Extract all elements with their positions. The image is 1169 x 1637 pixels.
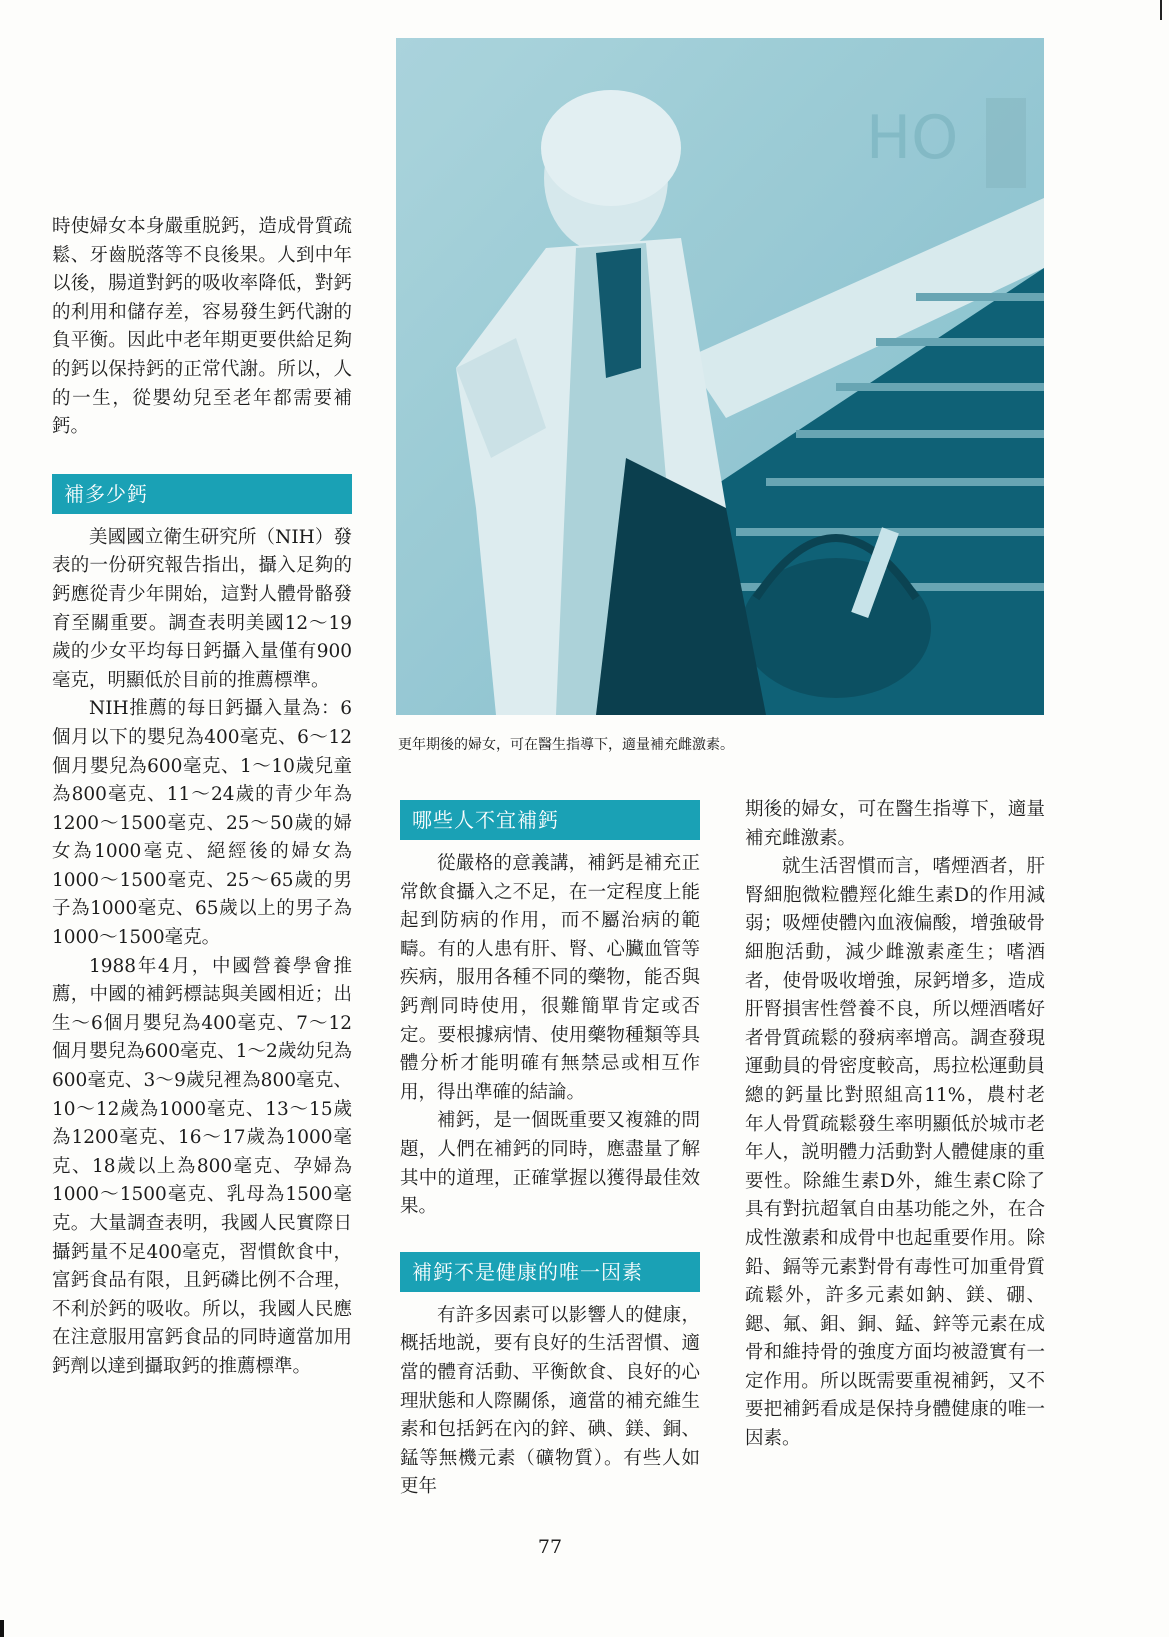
middle-column: [400, 800, 700, 1502]
photo-caption: 更年期後的婦女，可在醫生指導下，適量補充雌激素。: [398, 737, 734, 753]
scan-edge-mark: [0, 1620, 4, 1637]
section-heading-not-only-factor: 補鈣不是健康的唯一因素: [400, 1252, 700, 1292]
scan-edge-mark-top: [1160, 0, 1162, 20]
svg-text:HO: HO: [866, 103, 959, 173]
section-heading-how-much-calcium: 補多少鈣: [52, 474, 352, 514]
right-column: [745, 796, 1045, 1454]
mid-paragraph-complex-issue: 補鈣，是一個既重要又複雜的問題，人們在補鈣的同時，應盡量了解其中的道理，正確掌握以獲得最佳效果。: [400, 1110, 700, 1218]
left-paragraph-china-standard: 1988年4月，中國營養學會推薦，中國的補鈣標誌與美國相近；出生～6個月嬰兒為400毫克、7～12個月嬰兒為600毫克、1～2歲幼兒為600毫克、3～9歲兒裡為800毫克、10～12歲為1000毫克、13～15歲為1200毫克、16～17歲為1000毫克、18歲以上為800毫克、孕婦為1000～1500毫克、乳母為1500毫克。大量調查表明，我國人民實際日攝鈣量不足400毫克，習慣飲食中，富鈣食品有限，且鈣磷比例不合理，不利於鈣的吸收。所以，我國人民應在注意服用富鈣食品的同時適當加用鈣劑以達到攝取鈣的推薦標準。: [52, 955, 352, 1377]
photo-woman-on-stairs: [396, 38, 1044, 715]
page-number: 77: [537, 1536, 563, 1558]
mid-paragraph-many-factors: 有許多因素可以影響人的健康，概括地説，要有良好的生活習慣、適當的體育活動、平衡飲食、良好的心理狀態和人際關係，適當的補充維生素和包括鈣在內的鋅、碘、鎂、銅、錳等無機元素（礦物質）。有些人如更年: [400, 1304, 700, 1498]
left-column: [52, 213, 352, 1382]
left-paragraph-nih-report: 美國國立衛生研究所（NIH）發表的一份研究報告指出，攝入足夠的鈣應從青少年開始，這對人體骨骼發育至關重要。調查表明美國12～19歲的少女平均每日鈣攝入量僅有900毫克，明顯低於目前的推薦標準。: [52, 526, 352, 691]
right-paragraph-continuation: 期後的婦女，可在醫生指導下，適量補充雌激素。: [745, 799, 1045, 849]
left-paragraph-nih-recommendation: NIH推薦的每日鈣攝入量為：6個月以下的嬰兒為400毫克、6～12個月嬰兒為600毫克、1～10歲兒童為800毫克、11～24歲的青少年為1200～1500毫克、25～50歲的婦女為1000毫克、絕經後的婦女為1000～1500毫克、25～65歲的男子為1000毫克、65歲以上的男子為1000～1500毫克。: [52, 698, 352, 949]
section-heading-who-should-not: 哪些人不宜補鈣: [400, 800, 700, 840]
left-intro-paragraph: 時使婦女本身嚴重脱鈣，造成骨質疏鬆、牙齒脱落等不良後果。人到中年以後，腸道對鈣的吸收率降低，對鈣的利用和儲存差，容易發生鈣代謝的負平衡。因此中老年期更要供給足夠的鈣以保持鈣的正常代謝。所以，人的一生，從嬰幼兒至老年都需要補鈣。: [52, 216, 352, 438]
mid-paragraph-strict-meaning: 從嚴格的意義講，補鈣是補充正常飲食攝入之不足，在一定程度上能起到防病的作用，而不屬治病的範疇。有的人患有肝、腎、心臟血管等疾病，服用各種不同的藥物，能否與鈣劑同時使用，很難簡單肯定或否定。要根據病情、使用藥物種類等具體分析才能明確有無禁忌或相互作用，得出準確的結論。: [400, 853, 700, 1103]
right-paragraph-lifestyle: 就生活習慣而言，嗜煙酒者，肝腎細胞微粒體羥化維生素D的作用減弱；吸煙使體內血液偏酸，增強破骨細胞活動，減少雌激素產生；嗜酒者，使骨吸收增強，尿鈣增多，造成肝腎損害性營養不良，所以煙酒嗜好者骨質疏鬆的發病率增高。調查發現運動員的骨密度較高，馬拉松運動員總的鈣量比對照組高11%，農村老年人骨質疏鬆發生率明顯低於城市老年人，説明體力活動對人體健康的重要性。除維生素D外，維生素C除了具有對抗超氧自由基功能之外，在合成性激素和成骨中也起重要作用。除鉛、鎘等元素對骨有毒性可加重骨質疏鬆外，許多元素如鈉、鎂、硼、鍶、氟、鉬、銅、錳、鋅等元素在成骨和維持骨的強度方面均被證實有一定作用。所以既需要重視補鈣，又不要把補鈣看成是保持身體健康的唯一因素。: [745, 856, 1045, 1450]
